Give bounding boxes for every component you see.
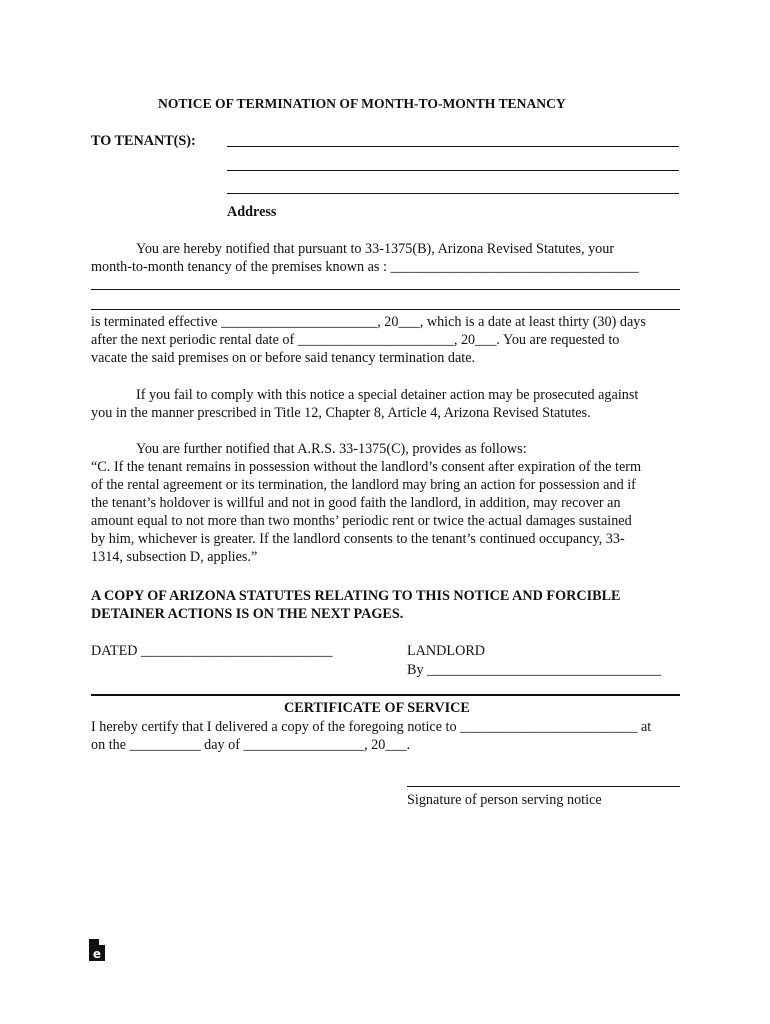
- document-title: NOTICE OF TERMINATION OF MONTH-TO-MONTH TENANCY: [158, 96, 566, 111]
- para4-line4: the tenant’s holdover is willful and not in good faith the landlord, in addition, may recover an: [91, 495, 621, 511]
- para4-line1: You are further notified that A.R.S. 33-1375(C), provides as follows:: [136, 441, 527, 457]
- tenant-name-line-1[interactable]: [227, 146, 679, 147]
- para3-line1: If you fail to comply with this notice a special detainer action may be prosecuted against: [136, 387, 639, 403]
- para1-line2: month-to-month tenancy of the premises known as : ___________________________________: [91, 259, 639, 275]
- premises-line-1[interactable]: [91, 289, 680, 290]
- tenant-name-line-2[interactable]: [227, 170, 679, 171]
- certificate-line2: on the __________ day of _________________, 20___.: [91, 737, 411, 753]
- para2-line2: after the next periodic rental date of ______________________, 20___. You are requested to: [91, 332, 620, 348]
- premises-line-2[interactable]: [91, 309, 680, 310]
- certificate-heading: CERTIFICATE OF SERVICE: [284, 700, 470, 716]
- para3-line2: you in the manner prescribed in Title 12, Chapter 8, Article 4, Arizona Revised Statutes.: [91, 405, 591, 421]
- para4-line6: by him, whichever is greater. If the landlord consents to the tenant’s continued occupancy, 33-: [91, 531, 625, 547]
- para4-line2: “C. If the tenant remains in possession without the landlord’s consent after expiration of the term: [91, 459, 642, 475]
- certificate-line1: I hereby certify that I delivered a copy of the foregoing notice to _________________________ at: [91, 719, 652, 735]
- signature-label: Signature of person serving notice: [407, 792, 602, 808]
- to-tenant-label: TO TENANT(S):: [91, 133, 196, 149]
- para1-line1: You are hereby notified that pursuant to 33-1375(B), Arizona Revised Statutes, your: [136, 241, 615, 257]
- document-logo-icon: [88, 938, 106, 962]
- address-label: Address: [227, 204, 277, 220]
- para4-line3: of the rental agreement or its termination, the landlord may bring an action for possession and if: [91, 477, 636, 493]
- notice-line2: DETAINER ACTIONS IS ON THE NEXT PAGES.: [91, 606, 404, 622]
- para2-line3: vacate the said premises on or before said tenancy termination date.: [91, 350, 476, 366]
- tenant-name-line-3[interactable]: [227, 193, 679, 194]
- landlord-label: LANDLORD: [407, 643, 486, 659]
- para2-line1: is terminated effective ______________________, 20___, which is a date at least thirty (30) days: [91, 314, 646, 330]
- logo-letter: e: [92, 947, 102, 961]
- server-signature-line[interactable]: [407, 786, 680, 787]
- para4-line5: amount equal to not more than two months’ periodic rent or twice the actual damages sustained: [91, 513, 632, 529]
- landlord-by-field[interactable]: By _________________________________: [407, 662, 662, 678]
- para4-line7: 1314, subsection D, applies.”: [91, 549, 258, 565]
- dated-field[interactable]: DATED ___________________________: [91, 643, 333, 659]
- section-divider: [91, 694, 680, 696]
- notice-line1: A COPY OF ARIZONA STATUTES RELATING TO THIS NOTICE AND FORCIBLE: [91, 588, 621, 604]
